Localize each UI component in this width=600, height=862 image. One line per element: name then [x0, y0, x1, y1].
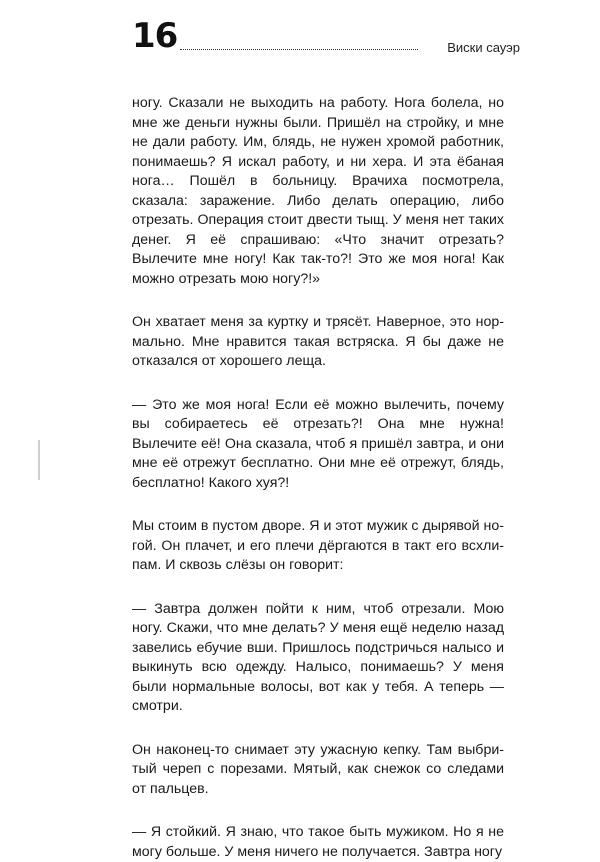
page-number: 16 — [132, 16, 178, 56]
paragraph: — Завтра должен пойти к ним, чтоб отрезали. Мою ногу. Скажи, что мне делать? У меня ещё неделю назад завелись ебучие вши. Пришлось подстричься налысо и выкинуть всю одежду. Налысо, понимаешь? У меня были нормальные волосы, вот как у тебя. А теперь — смотри. — [132, 600, 504, 714]
page-header — [132, 16, 520, 60]
paragraph: — Это же моя нога! Если её можно вылечить, почему вы собираетесь её отрезать?! Она мне нужна! Вылечите её! Она сказала, чтоб я пришёл завтра, и они мне её отрежут бесплатно. Они мне её отрежут, блядь, бесплатно! Какого хуя?! — [132, 396, 504, 491]
paragraph: Он наконец-то снимает эту ужасную кепку. Там выбритый череп с порезами. Мятый, как снежок со следами от пальцев. — [132, 741, 504, 797]
paragraph: — Я стойкий. Я знаю, что такое быть мужиком. Но я не могу больше. У меня ничего не получается. Завтра ногу — [132, 824, 504, 860]
page-edge-shadow — [38, 440, 40, 480]
dotted-leader — [180, 49, 418, 50]
body-text — [132, 94, 504, 862]
running-title: Виски сауэр — [447, 40, 520, 55]
paragraph: Он хватает меня за куртку и трясёт. Наверное, это нормально. Мне нравится такая встряска. Я бы даже не отказался от хорошего леща. — [132, 314, 504, 369]
paragraph: Мы стоим в пустом дворе. Я и этот мужик с дырявой ногой. Он плачет, и его плечи дёргаются в такт его всхлипам. И сквозь слёзы он говорит: — [132, 518, 504, 573]
paragraph: ногу. Сказали не выходить на работу. Нога болела, но мне же деньги нужны были. Пришёл на стройку, и мне не дали работу. Им, блядь, не нужен хромой работник, понимаешь? Я искал работу, и ни хера. И эта ёбаная нога… Пошёл в больницу. Врачиха посмотрела, сказала: заражение. Либо делать операцию, либо отрезать. Операция стоит двести тыщ. У меня нет таких денег. Я её спрашиваю: «Что значит отрезать? Вылечите мне ногу! Как так-то?! Это же моя нога! Как можно отрезать мою ногу?!» — [132, 95, 504, 287]
